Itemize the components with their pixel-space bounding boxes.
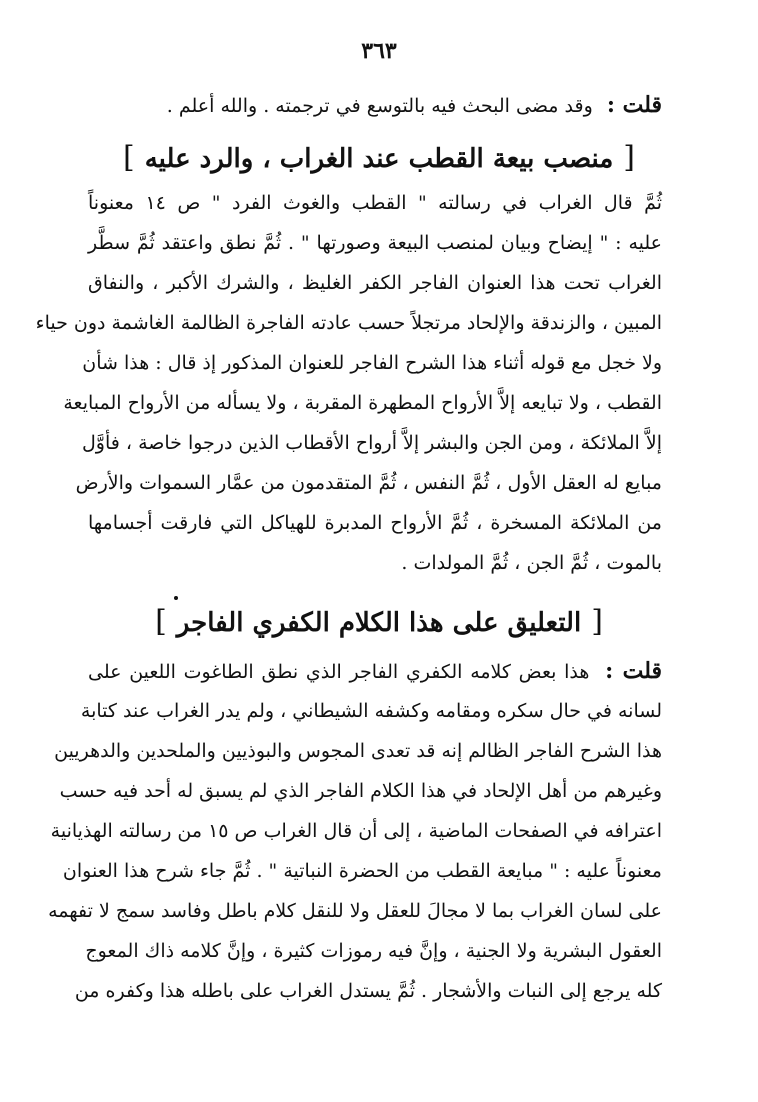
- para2-line: معنوناً عليه : " مبايعة القطب من الحضرة النباتية " . ثُمَّ جاء شرح هذا العنوان: [62, 860, 662, 882]
- para2-line: هذا الشرح الفاجر الظالم إنه قد تعدى المجوس والبوذيين والملحدين والدهريين: [54, 740, 662, 762]
- intro-line: [88, 88, 662, 123]
- para1-line: بالموت ، ثُمَّ الجن ، ثُمَّ المولدات .: [401, 552, 662, 574]
- para2-line: على لسان الغراب بما لا مجالَ للعقل ولا للنقل كلام باطل وفاسد سمج لا تفهمه: [48, 900, 662, 922]
- heading2-open-bracket: [: [591, 604, 603, 639]
- para2-line: كله يرجع إلى النبات والأشجار . ثُمَّ يستدل الغراب على باطله هذا وكفره من: [74, 980, 662, 1002]
- para1-line: ثُمَّ قال الغراب في رسالته " القطب والغوث الفرد " ص ١٤ معنوناً: [88, 192, 663, 214]
- para2-line: وغيرهم من أهل الإلحاد في هذا الكلام الفاجر الذي لم يسبق له أحد فيه حسب: [59, 780, 662, 802]
- ornament-dot: [174, 596, 178, 600]
- para1-line: مبايع له العقل الأول ، ثُمَّ النفس ، ثُمَّ المتقدمون من عمَّار السموات والأرض: [75, 472, 662, 494]
- heading1-close-bracket: ]: [122, 140, 135, 175]
- para2-lead: قلت :: [605, 658, 662, 684]
- heading1-text: منصب بيعة القطب عند الغراب ، والرد عليه: [144, 144, 614, 174]
- section-heading-2: [0, 602, 758, 643]
- para1-line: إلاَّ الملائكة ، ومن الجن والبشر إلاَّ أرواح الأقطاب الذين درجوا خاصة ، فأوَّل: [82, 432, 662, 454]
- para1-line: عليه : " إيضاح وبيان لمنصب البيعة وصورتها " . ثُمَّ نطق واعتقد ثُمَّ سطَّر: [88, 232, 662, 254]
- para2-line: العقول البشرية ولا الجنية ، وإنَّ فيه رموزات كثيرة ، وإنَّ كلامه ذاك المعوج: [85, 940, 662, 962]
- para2-line: اعترافه في الصفحات الماضية ، إلى أن قال الغراب ص ١٥ من رسالته الهذيانية: [50, 820, 662, 842]
- para2-line: لسانه في حال سكره ومقامه وكشفه الشيطاني ، ولم يدر الغراب عند كتابة: [80, 700, 662, 722]
- para1-line: ولا خجل مع قوله أثناء هذا الشرح الفاجر للعنوان المذكور إذ قال : هذا شأن: [82, 352, 662, 374]
- para2-first-line: [88, 654, 662, 689]
- intro-lead: قلت :: [606, 92, 662, 118]
- para2-line-text: هذا بعض كلامه الكفري الفاجر الذي نطق الطاغوت اللعين على: [88, 661, 590, 683]
- para1-line: القطب ، ولا تبايعه إلاَّ الأرواح المطهرة المقربة ، ولا يسأله من الأرواح المبايعة: [63, 392, 662, 414]
- para1-line: من الملائكة المسخرة ، ثُمَّ الأرواح المدبرة للهياكل التي فارقت أجسامها: [88, 512, 662, 534]
- para1-line: الغراب تحت هذا العنوان الفاجر الكفر الغليظ ، والشرك الأكبر ، والنفاق: [88, 272, 662, 294]
- page-number: ٣٦٣: [361, 38, 397, 64]
- heading2-text: التعليق على هذا الكلام الكفري الفاجر: [176, 608, 582, 638]
- section-heading-1: [0, 138, 758, 179]
- intro-text: وقد مضى البحث فيه بالتوسع في ترجمته . والله أعلم .: [166, 95, 593, 117]
- heading1-open-bracket: [: [623, 140, 636, 175]
- heading2-close-bracket: ]: [155, 604, 167, 639]
- para1-line: المبين ، والزندقة والإلحاد مرتجلاً حسب عادته الفاجرة الظالمة الغاشمة دون حياء: [35, 312, 662, 334]
